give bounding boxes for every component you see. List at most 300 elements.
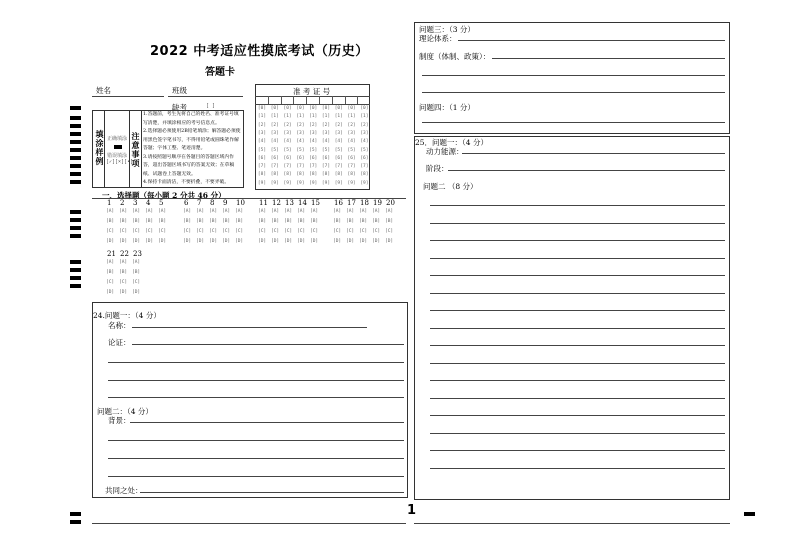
- q25-answer-line[interactable]: [430, 380, 725, 381]
- option-bubble[interactable]: [D]: [132, 290, 141, 295]
- id-digit-bubble[interactable]: [8]: [321, 172, 331, 178]
- question-number: 4: [146, 199, 151, 207]
- timing-mark-left: [70, 234, 81, 238]
- option-bubble[interactable]: [C]: [106, 229, 115, 234]
- question-number: 6: [184, 199, 189, 207]
- id-digit-bubble[interactable]: [7]: [334, 164, 343, 170]
- id-digit-bubble[interactable]: [9]: [334, 180, 343, 186]
- q24-background-line-2[interactable]: [108, 440, 404, 441]
- id-digit-bubble[interactable]: [3]: [283, 130, 292, 136]
- q24-argument-line-3[interactable]: [108, 380, 404, 381]
- timing-mark-left: [70, 132, 81, 136]
- id-digit-bubble[interactable]: [8]: [257, 172, 267, 178]
- option-bubble[interactable]: [D]: [119, 290, 128, 295]
- id-digit-bubble[interactable]: [0]: [334, 106, 343, 111]
- option-bubble[interactable]: [D]: [209, 239, 218, 244]
- system-label: 制度（体制、政策）：: [419, 52, 491, 61]
- id-digit-bubble[interactable]: [0]: [321, 106, 331, 111]
- option-bubble[interactable]: [C]: [333, 229, 342, 234]
- q24-background-label: 背景：: [108, 416, 131, 425]
- option-bubble[interactable]: [A]: [222, 209, 231, 214]
- option-bubble[interactable]: [C]: [284, 229, 293, 234]
- system-line-3[interactable]: [422, 92, 725, 93]
- option-bubble[interactable]: [A]: [359, 209, 368, 214]
- id-column-divider: [281, 96, 282, 104]
- option-bubble[interactable]: [D]: [145, 239, 154, 244]
- class-label: 班级: [172, 86, 187, 95]
- q25-answer-line[interactable]: [430, 310, 725, 311]
- question-number: 19: [373, 199, 382, 207]
- id-digit-bubble[interactable]: [2]: [321, 122, 331, 128]
- option-bubble[interactable]: [D]: [235, 239, 244, 244]
- option-bubble[interactable]: [A]: [297, 209, 306, 214]
- id-digit-bubble[interactable]: [5]: [321, 147, 331, 153]
- correct-fill-mark: [114, 145, 122, 149]
- id-digit-bubble[interactable]: [6]: [309, 155, 318, 161]
- id-digit-bubble[interactable]: [0]: [257, 106, 267, 111]
- option-bubble[interactable]: [D]: [297, 239, 306, 244]
- timing-mark-left: [70, 164, 81, 168]
- id-digit-bubble[interactable]: [5]: [270, 147, 279, 153]
- id-digit-bubble[interactable]: [2]: [283, 122, 292, 128]
- notes-divider-1: [129, 110, 130, 188]
- question-number: 2: [120, 199, 125, 207]
- id-digit-bubble[interactable]: [7]: [257, 164, 267, 170]
- option-bubble[interactable]: [B]: [333, 219, 342, 224]
- id-digit-bubble[interactable]: [2]: [309, 122, 318, 128]
- fill-example-divider: [104, 110, 105, 188]
- id-digit-bubble[interactable]: [4]: [321, 139, 331, 145]
- option-bubble[interactable]: [A]: [385, 209, 394, 214]
- note-1: 1.答题前，考生先将自己的姓名、准考证号填写清楚，并填涂相应的考号信息点。: [143, 112, 239, 126]
- option-bubble[interactable]: [B]: [106, 270, 115, 275]
- id-digit-bubble[interactable]: [4]: [296, 139, 305, 145]
- timing-mark-bottom-right: [744, 512, 755, 516]
- option-bubble[interactable]: [C]: [235, 229, 244, 234]
- id-digit-bubble[interactable]: [6]: [270, 155, 279, 161]
- note-4: 4.保持卡面清洁，不要折叠，不要弄破。: [143, 180, 230, 185]
- option-bubble[interactable]: [C]: [258, 229, 267, 234]
- option-bubble[interactable]: [B]: [145, 219, 154, 224]
- wrong-fill-marks: [✓][×][•]: [106, 159, 134, 165]
- timing-mark-left: [70, 210, 81, 214]
- q24-argument-line-2[interactable]: [108, 362, 404, 363]
- class-underline: [168, 96, 243, 97]
- option-bubble[interactable]: [A]: [209, 209, 218, 214]
- q24-common-line[interactable]: [140, 492, 404, 493]
- option-bubble[interactable]: [D]: [106, 239, 115, 244]
- option-bubble[interactable]: [B]: [119, 219, 128, 224]
- timing-mark-left: [70, 140, 81, 144]
- option-bubble[interactable]: [D]: [183, 239, 192, 244]
- timing-mark-left: [70, 180, 81, 184]
- option-bubble[interactable]: [D]: [385, 239, 394, 244]
- id-digit-bubble[interactable]: [9]: [309, 180, 318, 186]
- id-column-divider: [268, 96, 269, 104]
- id-digit-bubble[interactable]: [2]: [347, 122, 356, 128]
- option-bubble[interactable]: [D]: [359, 239, 368, 244]
- id-digit-bubble[interactable]: [1]: [360, 114, 369, 120]
- option-bubble[interactable]: [D]: [132, 239, 141, 244]
- id-digit-bubble[interactable]: [1]: [309, 114, 318, 120]
- option-bubble[interactable]: [A]: [158, 209, 167, 214]
- id-digit-bubble[interactable]: [0]: [347, 106, 356, 111]
- option-bubble[interactable]: [D]: [271, 239, 280, 244]
- question-number: 7: [197, 199, 202, 207]
- id-digit-bubble[interactable]: [2]: [257, 122, 267, 128]
- id-column-divider: [332, 96, 333, 104]
- id-digit-bubble[interactable]: [3]: [296, 130, 305, 136]
- id-digit-bubble[interactable]: [6]: [296, 155, 305, 161]
- option-bubble[interactable]: [D]: [258, 239, 267, 244]
- q24-name-line[interactable]: [132, 327, 367, 328]
- q24-common-label: 共同之处：: [105, 486, 143, 495]
- option-bubble[interactable]: [C]: [209, 229, 218, 234]
- id-digit-bubble[interactable]: [5]: [296, 147, 305, 153]
- id-digit-bubble[interactable]: [8]: [270, 172, 279, 178]
- q25-answer-line[interactable]: [430, 345, 725, 346]
- id-digit-bubble[interactable]: [7]: [309, 164, 318, 170]
- timing-mark-left: [70, 218, 81, 222]
- timing-mark-left: [70, 284, 81, 288]
- q25-stage-label: 阶段：: [426, 164, 449, 173]
- id-digit-bubble[interactable]: [7]: [296, 164, 305, 170]
- option-bubble[interactable]: [A]: [271, 209, 280, 214]
- timing-mark-bottom-left-2: [70, 520, 81, 524]
- option-bubble[interactable]: [B]: [183, 219, 192, 224]
- option-bubble[interactable]: [B]: [132, 270, 141, 275]
- option-bubble[interactable]: [A]: [346, 209, 355, 214]
- id-column-divider: [357, 96, 358, 104]
- id-digit-bubble[interactable]: [9]: [296, 180, 305, 186]
- wrong-fill-label: 错误填涂: [107, 153, 128, 159]
- q25-answer-line[interactable]: [430, 363, 725, 364]
- id-digit-bubble[interactable]: [6]: [321, 155, 331, 161]
- option-bubble[interactable]: [A]: [333, 209, 342, 214]
- id-digit-bubble[interactable]: [7]: [270, 164, 279, 170]
- id-digit-bubble[interactable]: [6]: [283, 155, 292, 161]
- notes-text: [143, 111, 243, 188]
- id-digit-bubble[interactable]: [4]: [347, 139, 356, 145]
- q25-answer-line[interactable]: [430, 223, 725, 224]
- page-title: 2022 中考适应性摸底考试（历史）: [150, 44, 369, 59]
- absent-label: 缺考: [172, 103, 187, 112]
- id-digit-bubble[interactable]: [8]: [296, 172, 305, 178]
- system-line-1[interactable]: [492, 58, 725, 59]
- id-digit-bubble[interactable]: [6]: [360, 155, 369, 161]
- id-digit-bubble[interactable]: [9]: [257, 180, 267, 186]
- option-bubble[interactable]: [B]: [310, 219, 319, 224]
- id-digit-bubble[interactable]: [5]: [309, 147, 318, 153]
- question-number: 18: [360, 199, 369, 207]
- option-bubble[interactable]: [B]: [209, 219, 218, 224]
- q25-answer-line[interactable]: [430, 450, 725, 451]
- question-number: 10: [236, 199, 245, 207]
- option-bubble[interactable]: [B]: [132, 219, 141, 224]
- q24-argument-label: 论证：: [108, 338, 131, 347]
- question-number: 9: [223, 199, 228, 207]
- q24-q1-label: 24.问题一：（4 分）: [93, 311, 161, 320]
- id-digit-bubble[interactable]: [4]: [257, 139, 267, 145]
- q24-q2-label: 问题二：（4 分）: [97, 407, 153, 416]
- id-digit-bubble[interactable]: [0]: [270, 106, 279, 111]
- q25-answer-line[interactable]: [430, 258, 725, 259]
- id-digit-bubble[interactable]: [9]: [360, 180, 369, 186]
- option-bubble[interactable]: [D]: [119, 239, 128, 244]
- q25-q1-label: 25．问题一：（4 分）: [415, 138, 488, 147]
- option-bubble[interactable]: [C]: [346, 229, 355, 234]
- id-digit-bubble[interactable]: [4]: [309, 139, 318, 145]
- id-digit-bubble[interactable]: [7]: [321, 164, 331, 170]
- q25-power-line[interactable]: [462, 153, 725, 154]
- option-bubble[interactable]: [D]: [106, 290, 115, 295]
- id-title: 准 考 证 号: [293, 87, 331, 96]
- id-digit-bubble[interactable]: [0]: [309, 106, 318, 111]
- id-digit-bubble[interactable]: [5]: [347, 147, 356, 153]
- option-bubble[interactable]: [A]: [284, 209, 293, 214]
- q24-background-line-3[interactable]: [108, 458, 404, 459]
- timing-mark-left: [70, 106, 81, 110]
- option-bubble[interactable]: [A]: [106, 209, 115, 214]
- option-bubble[interactable]: [D]: [284, 239, 293, 244]
- q25-answer-line[interactable]: [430, 415, 725, 416]
- right-top-box: [414, 22, 730, 134]
- option-bubble[interactable]: [C]: [145, 229, 154, 234]
- id-digit-bubble[interactable]: [9]: [283, 180, 292, 186]
- option-bubble[interactable]: [C]: [385, 229, 394, 234]
- q24-background-line-1[interactable]: [130, 422, 404, 423]
- id-digit-bubble[interactable]: [3]: [360, 130, 369, 136]
- id-digit-bubble[interactable]: [0]: [296, 106, 305, 111]
- q24-argument-line-4[interactable]: [108, 397, 404, 398]
- id-title-line: [255, 96, 370, 97]
- id-digit-bubble[interactable]: [4]: [360, 139, 369, 145]
- id-digit-bubble[interactable]: [1]: [321, 114, 331, 120]
- option-bubble[interactable]: [C]: [297, 229, 306, 234]
- q24-name-label: 名称：: [108, 321, 131, 330]
- option-bubble[interactable]: [B]: [346, 219, 355, 224]
- option-bubble[interactable]: [C]: [222, 229, 231, 234]
- id-write-line: [255, 104, 370, 105]
- id-digit-bubble[interactable]: [2]: [334, 122, 343, 128]
- option-bubble[interactable]: [B]: [222, 219, 231, 224]
- timing-mark-left: [70, 116, 81, 120]
- q25-answer-line[interactable]: [430, 468, 725, 469]
- option-bubble[interactable]: [D]: [310, 239, 319, 244]
- system-line-2[interactable]: [422, 75, 725, 76]
- id-digit-bubble[interactable]: [5]: [283, 147, 292, 153]
- option-bubble[interactable]: [B]: [106, 219, 115, 224]
- q25-answer-line[interactable]: [430, 293, 725, 294]
- timing-mark-left: [70, 148, 81, 152]
- id-digit-bubble[interactable]: [1]: [334, 114, 343, 120]
- timing-mark-left: [70, 268, 81, 272]
- option-bubble[interactable]: [A]: [258, 209, 267, 214]
- option-bubble[interactable]: [B]: [359, 219, 368, 224]
- id-digit-bubble[interactable]: [6]: [257, 155, 267, 161]
- question-number: 16: [334, 199, 343, 207]
- option-bubble[interactable]: [C]: [132, 280, 141, 285]
- option-bubble[interactable]: [A]: [183, 209, 192, 214]
- page-number: 1: [407, 503, 417, 518]
- option-bubble[interactable]: [C]: [132, 229, 141, 234]
- id-column-divider: [345, 96, 346, 104]
- absent-box[interactable]: [ ]: [206, 103, 216, 109]
- id-digit-bubble[interactable]: [1]: [257, 114, 267, 120]
- option-bubble[interactable]: [B]: [196, 219, 205, 224]
- q24-argument-line-1[interactable]: [132, 344, 404, 345]
- id-digit-bubble[interactable]: [4]: [270, 139, 279, 145]
- option-bubble[interactable]: [C]: [158, 229, 167, 234]
- timing-mark-left: [70, 276, 81, 280]
- id-column-divider: [306, 96, 307, 104]
- id-digit-bubble[interactable]: [1]: [347, 114, 356, 120]
- q25-answer-line[interactable]: [430, 433, 725, 434]
- option-bubble[interactable]: [C]: [196, 229, 205, 234]
- id-digit-bubble[interactable]: [5]: [334, 147, 343, 153]
- id-digit-bubble[interactable]: [8]: [334, 172, 343, 178]
- q24-box: [92, 302, 408, 498]
- id-column-divider: [319, 96, 320, 104]
- fill-example-heading: 填涂样例: [95, 130, 105, 166]
- id-digit-bubble[interactable]: [6]: [347, 155, 356, 161]
- timing-mark-bottom-left-1: [70, 512, 81, 516]
- id-digit-bubble[interactable]: [2]: [360, 122, 369, 128]
- option-bubble[interactable]: [D]: [372, 239, 381, 244]
- note-3: 3.请按照题号顺序在各题目的答题区域内作答，超出答题区域书写的答案无效；在草稿纸、试题卷上答题无效。: [143, 154, 235, 177]
- id-digit-bubble[interactable]: [3]: [347, 130, 356, 136]
- id-digit-bubble[interactable]: [4]: [283, 139, 292, 145]
- theory-line[interactable]: [458, 40, 725, 41]
- option-bubble[interactable]: [A]: [196, 209, 205, 214]
- option-bubble[interactable]: [D]: [346, 239, 355, 244]
- q25-answer-line[interactable]: [430, 398, 725, 399]
- id-digit-bubble[interactable]: [8]: [309, 172, 318, 178]
- q4-line[interactable]: [422, 122, 725, 123]
- option-bubble[interactable]: [A]: [132, 260, 141, 265]
- notes-divider-2: [141, 110, 142, 188]
- id-digit-bubble[interactable]: [1]: [296, 114, 305, 120]
- option-bubble[interactable]: [A]: [235, 209, 244, 214]
- question-number: 5: [159, 199, 164, 207]
- option-bubble[interactable]: [B]: [271, 219, 280, 224]
- id-digit-bubble[interactable]: [7]: [347, 164, 356, 170]
- timing-mark-left: [70, 124, 81, 128]
- option-bubble[interactable]: [B]: [385, 219, 394, 224]
- q25-answer-line[interactable]: [430, 328, 725, 329]
- id-digit-bubble[interactable]: [8]: [360, 172, 369, 178]
- id-digit-bubble[interactable]: [9]: [347, 180, 356, 186]
- option-bubble[interactable]: [A]: [372, 209, 381, 214]
- question-number: 13: [285, 199, 294, 207]
- section1-underline: [92, 198, 406, 199]
- id-digit-bubble[interactable]: [4]: [334, 139, 343, 145]
- option-bubble[interactable]: [D]: [196, 239, 205, 244]
- option-bubble[interactable]: [A]: [132, 209, 141, 214]
- id-digit-bubble[interactable]: [5]: [360, 147, 369, 153]
- q3-label: 问题三：（3 分）: [419, 25, 475, 34]
- option-bubble[interactable]: [A]: [106, 260, 115, 265]
- notes-heading: 注意事项: [131, 132, 141, 168]
- option-bubble[interactable]: [A]: [310, 209, 319, 214]
- id-digit-bubble[interactable]: [1]: [270, 114, 279, 120]
- option-bubble[interactable]: [C]: [106, 280, 115, 285]
- id-digit-bubble[interactable]: [9]: [270, 180, 279, 186]
- id-digit-bubble[interactable]: [6]: [334, 155, 343, 161]
- id-digit-bubble[interactable]: [3]: [270, 130, 279, 136]
- option-bubble[interactable]: [B]: [284, 219, 293, 224]
- option-bubble[interactable]: [A]: [119, 209, 128, 214]
- name-underline: [92, 96, 164, 97]
- q25-answer-line[interactable]: [430, 205, 725, 206]
- q25-answer-line[interactable]: [430, 240, 725, 241]
- option-bubble[interactable]: [C]: [183, 229, 192, 234]
- option-bubble[interactable]: [C]: [310, 229, 319, 234]
- option-bubble[interactable]: [D]: [222, 239, 231, 244]
- question-number: 17: [347, 199, 356, 207]
- option-bubble[interactable]: [B]: [158, 219, 167, 224]
- option-bubble[interactable]: [C]: [119, 229, 128, 234]
- id-digit-bubble[interactable]: [0]: [360, 106, 369, 111]
- footer-line-left: [92, 523, 406, 524]
- question-number: 14: [298, 199, 307, 207]
- id-digit-bubble[interactable]: [2]: [270, 122, 279, 128]
- q24-background-line-4[interactable]: [108, 476, 404, 477]
- q25-answer-line[interactable]: [430, 275, 725, 276]
- q4-label: 问题四：（1 分）: [419, 103, 475, 112]
- id-digit-bubble[interactable]: [5]: [257, 147, 267, 153]
- id-digit-bubble[interactable]: [3]: [257, 130, 267, 136]
- option-bubble[interactable]: [B]: [297, 219, 306, 224]
- option-bubble[interactable]: [B]: [258, 219, 267, 224]
- theory-label: 理论体系：: [419, 34, 457, 43]
- option-bubble[interactable]: [D]: [333, 239, 342, 244]
- question-number: 23: [133, 250, 142, 258]
- id-digit-bubble[interactable]: [1]: [283, 114, 292, 120]
- question-number: 3: [133, 199, 138, 207]
- note-2: 2.选择题必须使用2B铅笔填涂；解答题必须使用黑色签字笔书写，不得用铅笔或圆珠笔作解答题；字体工整、笔迹清楚。: [143, 129, 241, 151]
- id-digit-bubble[interactable]: [0]: [283, 106, 292, 111]
- option-bubble[interactable]: [C]: [271, 229, 280, 234]
- correct-fill-label: 正确填涂: [107, 136, 128, 142]
- question-number: 22: [120, 250, 129, 258]
- id-digit-bubble[interactable]: [8]: [347, 172, 356, 178]
- id-digit-bubble[interactable]: [8]: [283, 172, 292, 178]
- footer-line-right: [414, 523, 730, 524]
- option-bubble[interactable]: [C]: [119, 280, 128, 285]
- option-bubble[interactable]: [B]: [119, 270, 128, 275]
- id-digit-bubble[interactable]: [9]: [321, 180, 331, 186]
- id-digit-bubble[interactable]: [3]: [309, 130, 318, 136]
- option-bubble[interactable]: [D]: [158, 239, 167, 244]
- page-subtitle: 答题卡: [205, 67, 235, 78]
- id-digit-bubble[interactable]: [3]: [321, 130, 331, 136]
- id-digit-bubble[interactable]: [7]: [360, 164, 369, 170]
- question-number: 20: [386, 199, 395, 207]
- id-digit-bubble[interactable]: [2]: [296, 122, 305, 128]
- option-bubble[interactable]: [C]: [372, 229, 381, 234]
- option-bubble[interactable]: [B]: [372, 219, 381, 224]
- q25-stage-line[interactable]: [448, 170, 725, 171]
- option-bubble[interactable]: [A]: [119, 260, 128, 265]
- timing-mark-left: [70, 156, 81, 160]
- id-column-divider: [293, 96, 294, 104]
- id-digit-bubble[interactable]: [3]: [334, 130, 343, 136]
- option-bubble[interactable]: [A]: [145, 209, 154, 214]
- option-bubble[interactable]: [B]: [235, 219, 244, 224]
- option-bubble[interactable]: [C]: [359, 229, 368, 234]
- id-digit-bubble[interactable]: [7]: [283, 164, 292, 170]
